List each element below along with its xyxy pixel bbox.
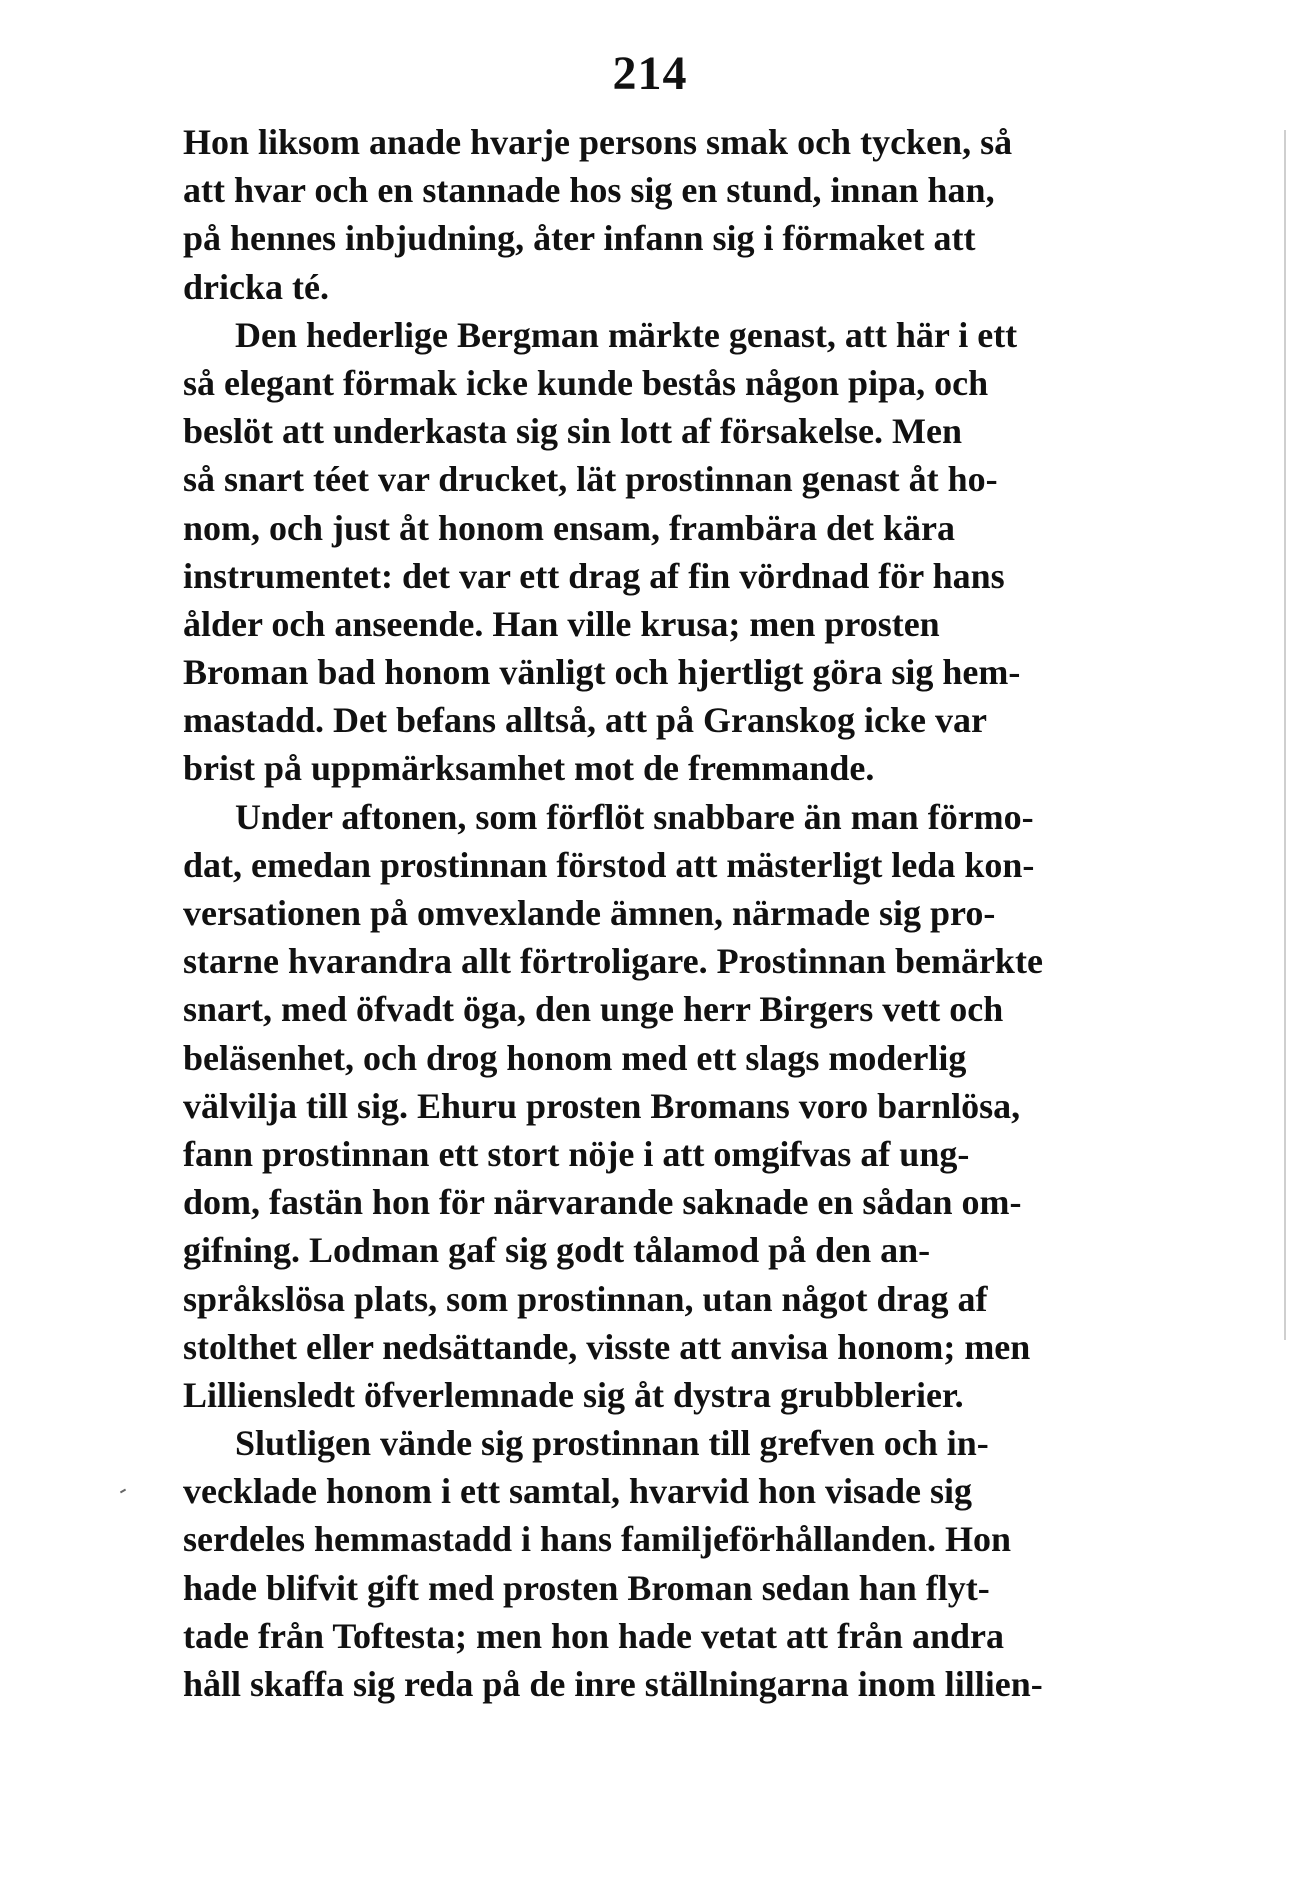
text-line: stolthet eller nedsättande, visste att anvisa honom; men xyxy=(183,1326,1031,1367)
text-line: dat, emedan prostinnan förstod att mästerligt leda kon- xyxy=(183,844,1035,885)
text-line: fann prostinnan ett stort nöje i att omgifvas af ung- xyxy=(183,1133,970,1174)
text-line: hade blifvit gift med prosten Broman sedan han flyt- xyxy=(183,1567,990,1608)
text-line: dricka té. xyxy=(183,266,329,307)
text-line: håll skaffa sig reda på de inre ställningarna inom lillien- xyxy=(183,1664,1043,1704)
text-line: Slutligen vände sig prostinnan till grefven och in- xyxy=(235,1423,989,1464)
text-line: serdeles hemmastadd i hans familjeförhållanden. Hon xyxy=(183,1519,1012,1560)
text-line: brist på uppmärksamhet mot de fremmande. xyxy=(183,748,875,789)
text-line: på hennes inbjudning, åter infann sig i förmaket att xyxy=(183,218,976,259)
text-line: Hon liksom anade hvarje persons smak och tycken, så xyxy=(183,122,1013,162)
text-line: versationen på omvexlande ämnen, närmade sig pro- xyxy=(183,893,996,933)
text-line: ålder och anseende. Han ville krusa; men prosten xyxy=(183,603,940,644)
text-line: beläsenhet, och drog honom med ett slags moderlig xyxy=(183,1037,967,1078)
text-line: snart, med öfvadt öga, den unge herr Birgers vett och xyxy=(183,989,1004,1030)
page-number: 214 xyxy=(612,47,688,100)
text-line: Lilliensledt öfverlemnade sig åt dystra grubblerier. xyxy=(183,1374,964,1415)
text-line: tade från Toftesta; men hon hade vetat att från andra xyxy=(183,1615,1004,1656)
text-line: instrumentet: det var ett drag af fin vördnad för hans xyxy=(183,555,1005,596)
scan-edge-shadow xyxy=(1284,130,1286,1340)
text-line: mastadd. Det befans alltså, att på Granskog icke var xyxy=(183,700,988,741)
ink-speck xyxy=(120,1489,126,1494)
text-line: gifning. Lodman gaf sig godt tålamod på den an- xyxy=(183,1230,931,1271)
text-line: vecklade honom i ett samtal, hvarvid hon visade sig xyxy=(183,1471,973,1512)
text-line: dom, fastän hon för närvarande saknade en sådan om- xyxy=(183,1182,1022,1223)
body-text xyxy=(183,118,1228,1708)
text-line: beslöt att underkasta sig sin lott af försakelse. Men xyxy=(183,411,962,452)
text-line: språkslösa plats, som prostinnan, utan något drag af xyxy=(183,1278,988,1319)
text-line: så snart téet var drucket, lät prostinnan genast åt ho- xyxy=(183,459,998,500)
text-line: starne hvarandra allt förtroligare. Prostinnan bemärkte xyxy=(183,941,1043,982)
text-line: Den hederlige Bergman märkte genast, att här i ett xyxy=(235,314,1018,355)
text-line: Broman bad honom vänligt och hjertligt göra sig hem- xyxy=(183,652,1021,693)
text-line: nom, och just åt honom ensam, frambära det kära xyxy=(183,507,955,548)
text-line: Under aftonen, som förflöt snabbare än man förmo- xyxy=(235,796,1034,837)
text-line: välvilja till sig. Ehuru prosten Bromans voro barnlösa, xyxy=(183,1085,1021,1126)
text-line: så elegant förmak icke kunde bestås någon pipa, och xyxy=(183,362,989,403)
text-line: att hvar och en stannade hos sig en stund, innan han, xyxy=(183,170,995,211)
